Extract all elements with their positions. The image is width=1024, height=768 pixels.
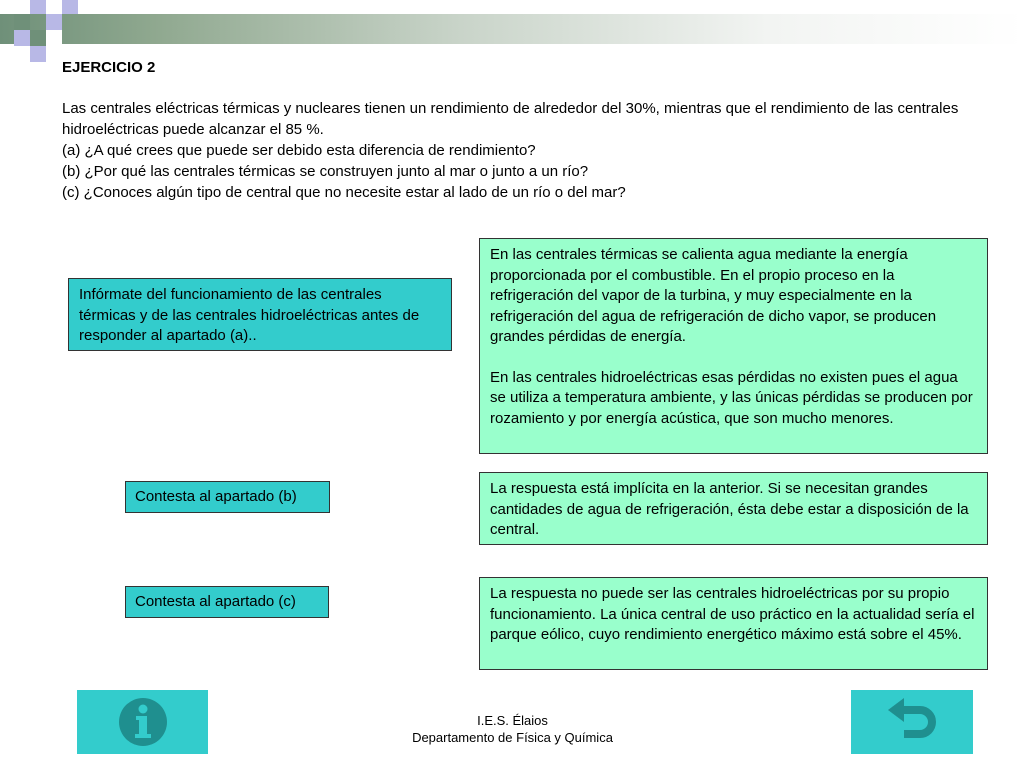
return-button[interactable] — [851, 690, 973, 754]
school-name: I.E.S. Élaios — [477, 713, 548, 728]
answer-c-box — [479, 577, 988, 670]
hint-c-text: Contesta al apartado (c) — [135, 593, 296, 610]
hint-b-box[interactable] — [125, 481, 330, 513]
info-icon — [117, 696, 169, 748]
hint-a-box[interactable] — [68, 278, 452, 351]
info-button[interactable] — [77, 690, 208, 754]
department-name: Departamento de Física y Química — [412, 730, 613, 745]
decor-square — [30, 46, 46, 62]
decor-square — [62, 0, 78, 14]
decor-square — [46, 30, 62, 46]
statement-text: Las centrales eléctricas térmicas y nucleares tienen un rendimiento de alrededor del 30%, mientras que el rendimiento de las centrales hidroeléctricas puede alcanzar el 85 %. — [62, 100, 959, 138]
decor-square — [14, 14, 30, 30]
answer-b-box — [479, 472, 988, 545]
hint-c-box[interactable] — [125, 586, 329, 618]
decor-square — [14, 30, 30, 46]
return-arrow-icon — [884, 696, 940, 748]
answer-a-paragraph-1: En las centrales térmicas se calienta agua mediante la energía proporcionada por el combustible. En el propio proceso en la refrigeración del vapor de la turbina, y muy especialmente en la refrigeración del agua de refrigeración de dicho vapor, se producen grandes pérdidas de energía. — [490, 246, 937, 345]
hint-b-text: Contesta al apartado (b) — [135, 488, 297, 505]
footer — [380, 712, 645, 746]
exercise-statement — [62, 98, 982, 203]
answer-b-text: La respuesta está implícita en la anterior. Si se necesitan grandes cantidades de agua de refrigeración, ésta debe estar a disposición de la central. — [490, 480, 969, 538]
answer-a-paragraph-2: En las centrales hidroeléctricas esas pérdidas no existen pues el agua se utiliza a temperatura ambiente, y las únicas pérdidas se producen por rozamiento y por energía acústica, que son mucho menores. — [490, 368, 973, 427]
decor-square — [30, 0, 46, 14]
question-a: (a) ¿A qué crees que puede ser debido esta diferencia de rendimiento? — [62, 142, 536, 159]
decor-square — [46, 14, 62, 30]
question-b: (b) ¿Por qué las centrales térmicas se construyen junto al mar o junto a un río? — [62, 163, 589, 180]
decor-square — [30, 30, 46, 46]
header-gradient-bar — [0, 14, 1024, 44]
hint-a-text: Infórmate del funcionamiento de las centrales térmicas y de las centrales hidroeléctricas antes de responder al apartado (a).. — [79, 286, 420, 344]
exercise-title: EJERCICIO 2 — [62, 59, 156, 76]
question-c: (c) ¿Conoces algún tipo de central que no necesite estar al lado de un río o del mar? — [62, 184, 626, 201]
answer-a-box — [479, 238, 988, 454]
answer-c-text: La respuesta no puede ser las centrales hidroeléctricas por su propio funcionamiento. La única central de uso práctico en la actualidad sería el parque eólico, cuyo rendimiento energético máximo está sobre el 45%. — [490, 585, 975, 643]
paragraph-spacer — [490, 348, 977, 368]
